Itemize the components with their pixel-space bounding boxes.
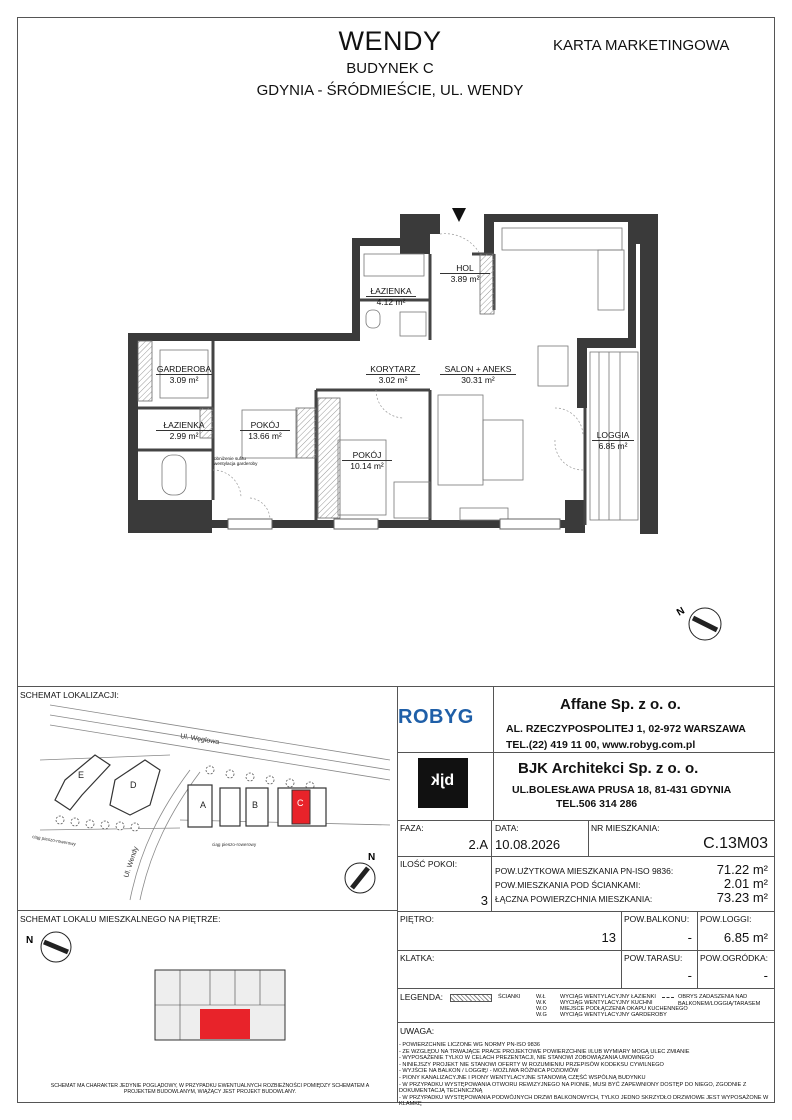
ogrodek-value: - [763, 968, 768, 983]
notes-top [397, 1022, 775, 1023]
block-label-c: C [297, 798, 304, 808]
pokoje-label: ILOŚĆ POKOI: [400, 859, 458, 869]
table-top [397, 820, 775, 821]
faza-value: 2.A [468, 837, 488, 852]
ps-value: 2.01 m² [723, 876, 768, 891]
developer-address: AL. RZECZYPOSPOLITEJ 1, 02-972 WARSZAWA [506, 723, 746, 735]
block-label-a: A [200, 800, 207, 810]
site-separator [17, 910, 397, 911]
path-label-1: ciąg pieszo-rowerowy [31, 834, 77, 847]
data-value: 10.08.2026 [495, 837, 561, 852]
architect-name: BJK Architekci Sp. z o. o. [518, 760, 699, 777]
table-row-2 [397, 856, 775, 857]
legend-heading: LEGENDA: [400, 992, 443, 1002]
legend-wl-code: W.Ł [536, 994, 546, 1000]
legend-wk-code: W.K [536, 1000, 547, 1006]
taras-value: - [687, 968, 692, 983]
floor-schema-heading: SCHEMAT LOKALU MIESZKALNEGO NA PIĘTRZE: [20, 914, 221, 924]
svg-text:N: N [675, 605, 687, 619]
street-weglowa: Ul. Węglowa [179, 733, 220, 747]
faza-label: FAZA: [400, 823, 424, 833]
walls-swatch [450, 994, 492, 1002]
room-hol: HOL 3.89 m² [440, 263, 490, 284]
balkon-value: - [687, 930, 692, 945]
room-pokoj-1: POKÓJ 13.66 m² [240, 420, 290, 441]
obrys-swatch [662, 997, 674, 998]
developer-name: Affane Sp. z o. o. [560, 696, 681, 713]
table-row-3 [397, 911, 775, 912]
pu-label: POW.UŻYTKOWA MIESZKANIA PN-ISO 9836: [495, 866, 674, 876]
taras-label: POW.TARASU: [624, 953, 683, 963]
location-label: GDYNIA - ŚRÓDMIEŚCIE, UL. WENDY [256, 82, 524, 99]
loggia-label: POW.LOGGI: [700, 914, 752, 924]
plan-separator [17, 686, 775, 687]
table-col-1 [491, 820, 492, 856]
data-label: DATA: [495, 823, 519, 833]
floor-north-arrow [26, 932, 71, 962]
architect-address: UL.BOLESŁAWA PRUSA 18, 81-431 GDYNIA [512, 784, 732, 796]
pl-value: 73.23 m² [716, 890, 768, 905]
svg-text:N: N [368, 852, 376, 863]
table-col-2 [588, 820, 589, 856]
loggia-value: 6.85 m² [723, 930, 768, 945]
developer-contact: TEL.(22) 419 11 00, www.robyg.com.pl [506, 739, 696, 751]
site-heading: SCHEMAT LOKALIZACJI: [20, 690, 119, 700]
balkon-label: POW.BALKONU: [624, 914, 690, 924]
legend-walls: ŚCIANKI [498, 994, 521, 1000]
room-korytarz: KORYTARZ 3.02 m² [366, 364, 420, 385]
bjk-logo: bjk [418, 758, 468, 808]
entrance-arrow [452, 208, 466, 222]
robyg-logo: ROBYG [398, 706, 474, 728]
legend-wk-desc: WYCIĄG WENTYLACYJNY KUCHNI [560, 1000, 653, 1006]
legend-wo-desc: MIEJSCE PODŁĄCZENIA OKAPU KUCHENNEGO [560, 1006, 688, 1012]
card-type-label: KARTA MARKETINGOWA [553, 37, 730, 54]
pietro-value: 13 [601, 930, 616, 945]
nr-value: C.13M03 [703, 835, 768, 852]
room-garderoba: GARDEROBA 3.09 m² [156, 364, 212, 385]
pokoje-value: 3 [480, 893, 488, 908]
note-line: - POWIERZCHNIE LICZONE WG NORMY PN-ISO 9836 [399, 1042, 541, 1048]
legend-wo-code: W.O [536, 1006, 547, 1012]
street-wendy: Ul. Wendy [123, 845, 140, 879]
room-salon: SALON + ANEKS 30.31 m² [440, 364, 516, 385]
klatka-label: KLATKA: [400, 953, 435, 963]
legend-top [397, 988, 775, 989]
table-row-4 [397, 950, 775, 951]
room-loggia: LOGGIA 6.85 m² [592, 430, 634, 451]
pl-label: ŁĄCZNA POWIERZCHNIA MIESZKANIA: [495, 894, 653, 904]
nr-label: NR MIESZKANIA: [591, 823, 660, 833]
notes-heading: UWAGA: [400, 1026, 435, 1036]
info-separator [397, 686, 398, 1103]
svg-text:N: N [26, 935, 34, 946]
table-col-3 [491, 856, 492, 911]
logo-separator [493, 686, 494, 820]
block-label-b: B [252, 800, 259, 810]
site-map [20, 700, 395, 910]
pu-value: 71.22 m² [716, 862, 768, 877]
legend-wl-desc: WYCIĄG WENTYLACYJNY ŁAZIENKI [560, 994, 656, 1000]
note-line: - NINIEJSZY PROJEKT NIE STANOWI OFERTY W ROZUMIENIU PRZEPISÓW KODEKSU CYWILNEGO [399, 1061, 664, 1068]
plan-partitions [138, 254, 585, 525]
ogrodek-label: POW.OGRÓDKA: [700, 953, 769, 963]
legend-obrys: OBRYS ZADASZENIA NAD BALKONEM/LOGGIĄ/TARASEM [678, 994, 761, 1007]
pietro-label: PIĘTRO: [400, 914, 435, 924]
room-pokoj-2: POKÓJ 10.14 m² [342, 450, 392, 471]
apartment-highlight [200, 1009, 250, 1039]
floor-schema [20, 925, 395, 1050]
room-lazienka-2: ŁAZIENKA 2.99 m² [156, 420, 212, 441]
note-line: - WYPOSAŻENIE TYLKO W CELACH PREZENTACJI, NIE STANOWI ZOBOWIĄZANIA UMOWNEGO [399, 1055, 654, 1062]
company-separator [397, 752, 775, 753]
site-north-arrow [345, 852, 375, 893]
north-arrow [675, 605, 721, 640]
block-label-d: D [130, 780, 137, 790]
note-line: - ZE WZGLĘDU NA TRWAJĄCE PRACE PROJEKTOWE POWIERZCHNIE I/LUB WYMIARY MOGĄ ULEC ZMIANIE [399, 1048, 690, 1055]
ceiling-note: obniżenie sufitu wentylacja garderoby [214, 456, 258, 467]
note-line: - W PRZYPADKU WYSTĘPOWANIA OTWORU REWIZYJNEGO NA PIONIE, MUSI BYĆ ZAPEWNIONY DOSTĘP DO NIEGO, ZGODNIE Z DOKUMENTACJĄ TECHNICZNĄ [399, 1081, 747, 1095]
block-label-e: E [78, 770, 85, 780]
architect-phone: TEL.506 314 286 [556, 798, 638, 810]
building-label: BUDYNEK C [346, 60, 434, 77]
path-label-2: ciąg pieszo-rowerowy [212, 842, 257, 847]
project-title: WENDY [338, 26, 442, 56]
room-lazienka-1: ŁAZIENKA 4.12 m² [366, 286, 416, 307]
note-line: - PIONY KANALIZACYJNE I PIONY WENTYLACYJNE STANOWIĄ CZĘŚĆ WSPÓLNĄ BUDYNKU [399, 1074, 646, 1081]
notes-list [399, 1042, 771, 1108]
note-line: - WYJŚCIE NA BALKON / LOGGIĘ/ - MOŻLIWA RÓŻNICA POZIOMÓW [399, 1068, 579, 1075]
legend-wg-desc: WYCIĄG WENTYLACYJNY GARDEROBY [560, 1012, 667, 1018]
legend-wg-code: W.G [536, 1012, 547, 1018]
disclaimer-text: SCHEMAT MA CHARAKTER JEDYNIE POGLĄDOWY, W PRZYPADKU EWENTUALNYCH ROZBIEŻNOŚCI POMIĘDZY SCHEMATEM A PROJEKTEM BUDOWLANYM, WIĄŻĄCY JEST PROJEKT BUDOWLANY. [50, 1083, 370, 1096]
note-line: - W PRZYPADKU WYSTĘPOWANIA PODWÓJNYCH DRZWI BALKONOWYCH, TYLKO JEDNO SKRZYDŁO DRZWIOWE JEST WYPOSAŻONE W KLAMKĘ [399, 1094, 769, 1108]
ps-label: POW.MIESZKANIA POD ŚCIANKAMI: [495, 880, 641, 890]
